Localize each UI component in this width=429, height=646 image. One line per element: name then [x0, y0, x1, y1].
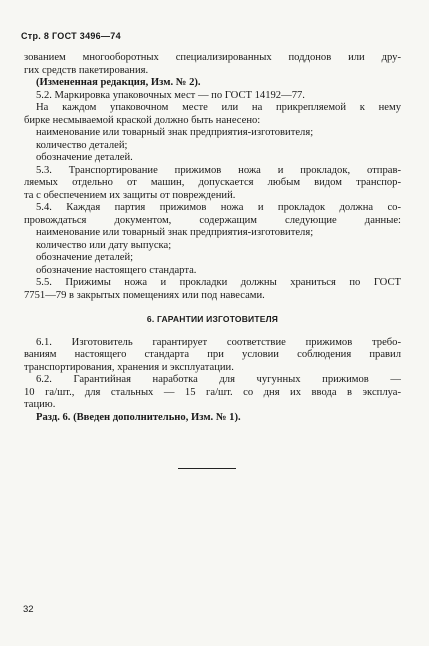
clause-5-2: 5.2. Маркировка упаковочных мест — по ГОСТ 14192—77. — [36, 89, 305, 101]
list-item: обозначение настоящего стандарта. — [36, 264, 197, 276]
text-line: тацию. — [24, 399, 56, 410]
text-line: транспортирования, хранения и эксплуатации. — [24, 361, 234, 373]
clause-6-2: 6.2. Гарантийная наработка для чугунных прижимов — — [36, 374, 401, 385]
list-item: обозначение деталей; — [36, 252, 134, 263]
section-title: 6. ГАРАНТИИ ИЗГОТОВИТЕЛЯ — [146, 314, 279, 324]
text-line: та с обеспечением их защиты от повреждений. — [24, 189, 236, 201]
list-item: количество или дату выпуска; — [36, 239, 172, 251]
text-line: провождаться документом, содержащим следующие данные: — [24, 214, 401, 226]
list-item: наименование или товарный знак предприятия-изготовителя; — [36, 127, 314, 138]
clause-5-3: 5.3. Транспортирование прижимов ножа и прокладок, отправ- — [36, 164, 401, 176]
list-item: наименование или товарный знак предприятия-изготовителя; — [36, 227, 314, 238]
text-line: бирке несмываемой краской должно быть нанесено: — [24, 114, 261, 126]
text-line: ляемых отдельно от машин, допускается любым видом транспор- — [24, 177, 401, 188]
text-line: 10 га/шт., для стальных — 15 га/шт. со дня их ввода в эксплуа- — [24, 386, 401, 398]
clause-6-1: 6.1. Изготовитель гарантирует соответствие прижимов требо- — [36, 336, 401, 348]
text-line: На каждом упаковочном месте или на прикрепляемой к нему — [36, 102, 401, 113]
text-line: 7751—79 в закрытых помещениях или под навесами. — [24, 289, 265, 301]
list-item: обозначение деталей. — [36, 152, 133, 163]
amendment-note: Разд. 6. (Введен дополнительно, Изм. № 1). — [36, 411, 241, 423]
document-body — [24, 52, 401, 424]
clause-5-5: 5.5. Прижимы ножа и прокладки должны храниться по ГОСТ — [36, 277, 401, 288]
page-header: Стр. 8 ГОСТ 3496—74 — [21, 31, 121, 41]
list-item: количество деталей; — [36, 139, 128, 151]
text-line: зованием многооборотных специализированных поддонов или дру- — [24, 52, 401, 63]
clause-5-4: 5.4. Каждая партия прижимов ножа и прокладок должна со- — [36, 202, 401, 213]
page-number: 32 — [23, 604, 34, 615]
text-line: ваниям настоящего стандарта при условии соблюдения правил — [24, 349, 401, 360]
text-line: гих средств пакетирования. — [24, 64, 149, 76]
amendment-note: (Измененная редакция, Изм. № 2). — [36, 77, 201, 88]
end-rule — [178, 468, 236, 469]
